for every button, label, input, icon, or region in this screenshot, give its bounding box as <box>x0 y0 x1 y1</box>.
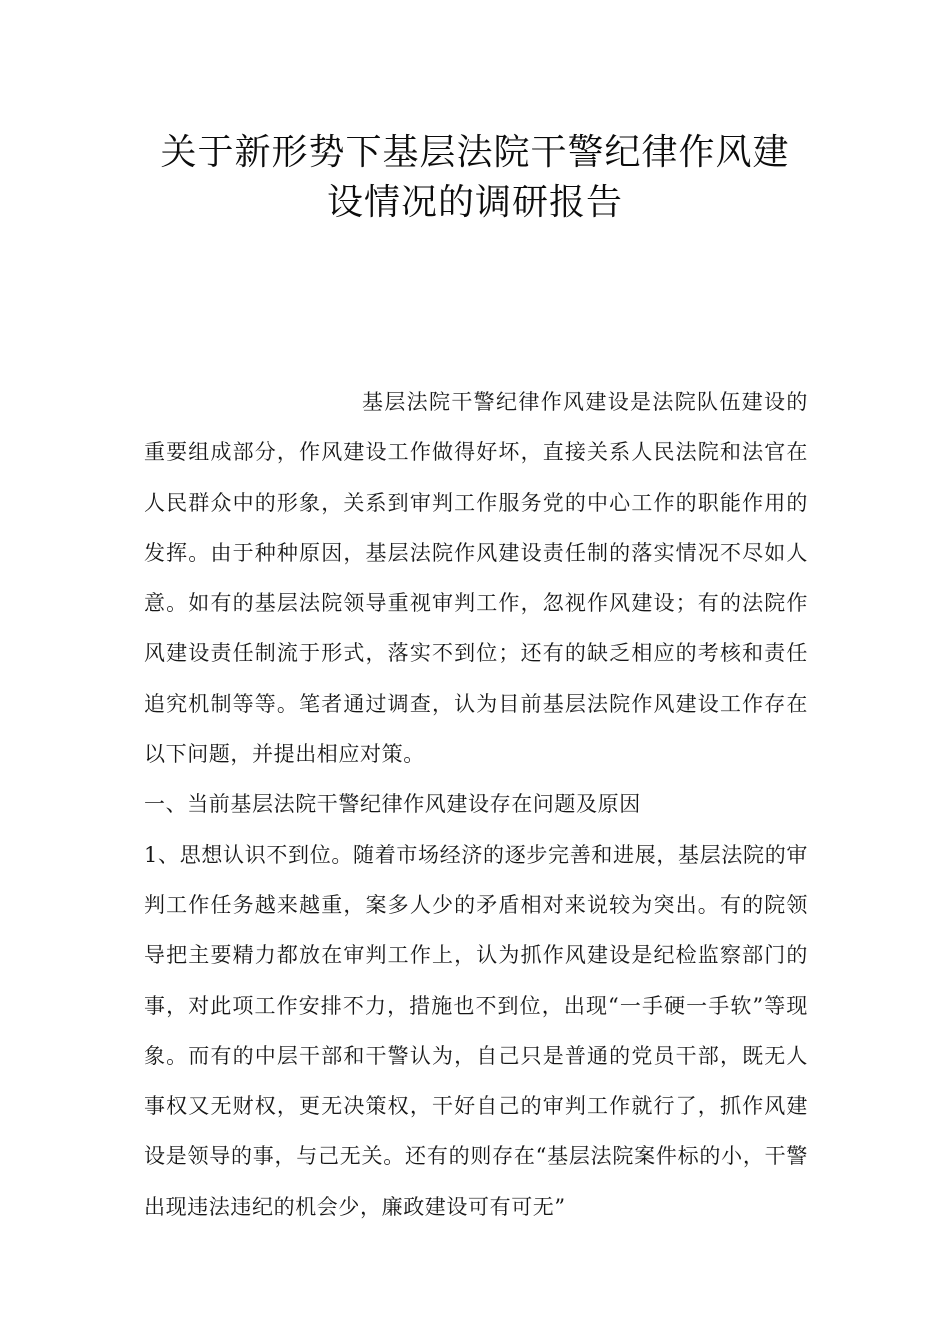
paragraph-point-1: 1、思想认识不到位。随着市场经济的逐步完善和进展，基层法院的审判工作任务越来越重，案多人少的矛盾相对来说较为突出。有的院领导把主要精力都放在审判工作上，认为抓作风建设是纪检监察部门的事，对此项工作安排不力，措施也不到位，出现“一手硬一手软”等现象。而有的中层干部和干警认为，自己只是普通的党员干部，既无人事权又无财权，更无决策权，干好自己的审判工作就行了，抓作风建设是领导的事，与己无关。还有的则存在“基层法院案件标的小，干警出现违法违纪的机会少，廉政建设可有可无” <box>144 842 808 1219</box>
document-title <box>100 128 850 228</box>
paragraph-intro: 基层法院干警纪律作风建设是法院队伍建设的重要组成部分，作风建设工作做得好坏，直接关系人民法院和法官在人民群众中的形象，关系到审判工作服务党的中心工作的职能作用的发挥。由于种种原因，基层法院作风建设责任制的落实情况不尽如人意。如有的基层法院领导重视审判工作，忽视作风建设；有的法院作风建设责任制流于形式，落实不到位；还有的缺乏相应的考核和责任追究机制等等。笔者通过调查，认为目前基层法院作风建设工作存在以下问题，并提出相应对策。 <box>144 390 808 767</box>
title-line-2: 设情况的调研报告 <box>326 182 623 223</box>
document-body <box>144 377 808 1232</box>
section-heading-1: 一、当前基层法院干警纪律作风建设存在问题及原因 <box>144 792 641 817</box>
title-line-1: 关于新形势下基层法院干警纪律作风建 <box>160 132 790 173</box>
